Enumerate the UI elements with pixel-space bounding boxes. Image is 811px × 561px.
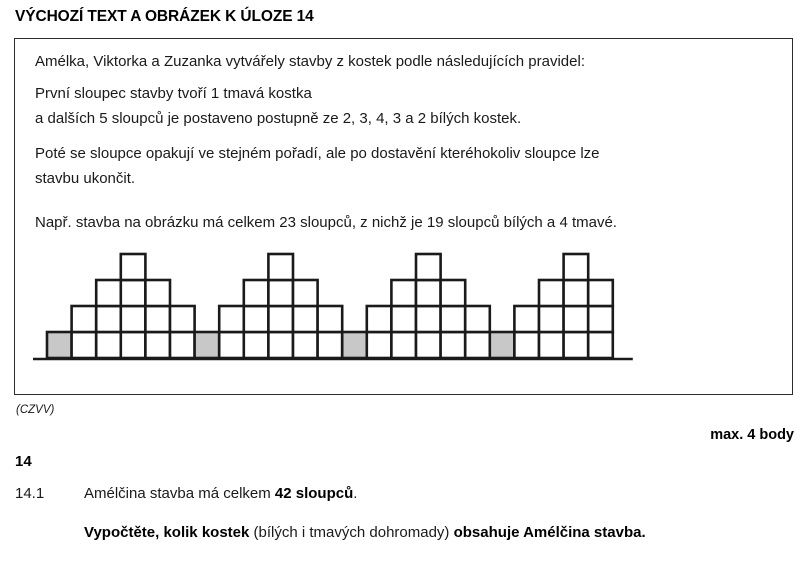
block-cube — [219, 306, 244, 332]
block-cube — [121, 280, 146, 306]
block-cube — [72, 332, 97, 358]
block-cube — [244, 332, 269, 358]
subquestion-statement-prefix: Amélčina stavba má celkem — [84, 485, 275, 502]
block-cube — [268, 254, 293, 280]
block-cube — [96, 306, 121, 332]
block-cube — [170, 306, 195, 332]
block-cube — [96, 280, 121, 306]
block-cube — [564, 254, 589, 280]
task-number: 14 — [15, 453, 32, 470]
block-cube — [293, 332, 318, 358]
block-cube — [490, 332, 515, 358]
block-cube — [72, 306, 97, 332]
block-cube — [293, 306, 318, 332]
block-cube — [465, 332, 490, 358]
block-cube — [170, 332, 195, 358]
block-structure-figure — [15, 244, 794, 384]
block-cube — [121, 306, 146, 332]
stimulus-rule-line-3b: stavbu ukončit. — [35, 170, 136, 187]
block-cube — [244, 280, 269, 306]
block-cube — [268, 332, 293, 358]
block-cube — [318, 332, 343, 358]
block-cube — [539, 306, 564, 332]
block-cube — [121, 332, 146, 358]
block-cube — [539, 280, 564, 306]
block-cube — [441, 306, 466, 332]
block-cube — [367, 306, 392, 332]
subquestion-number: 14.1 — [15, 485, 45, 502]
block-cube — [588, 332, 613, 358]
block-cube — [564, 306, 589, 332]
stimulus-rule-line-1: První sloupec stavby tvoří 1 tmavá kostka — [35, 85, 312, 102]
block-cube — [539, 332, 564, 358]
subquestion-instruction — [84, 524, 646, 541]
block-cube — [465, 306, 490, 332]
block-cube — [391, 332, 416, 358]
block-cube — [268, 306, 293, 332]
block-cube — [588, 280, 613, 306]
block-cube — [145, 332, 170, 358]
stimulus-rule-line-2: a dalších 5 sloupců je postaveno postupně ze 2, 3, 4, 3 a 2 bílých kostek. — [35, 110, 522, 127]
block-cube — [416, 280, 441, 306]
block-cube — [219, 332, 244, 358]
subquestion-statement-suffix: . — [353, 485, 358, 502]
subquestion-instruction-bold-2: obsahuje Amélčina stavba. — [453, 524, 646, 541]
block-cube — [391, 280, 416, 306]
block-cube — [564, 332, 589, 358]
block-cube — [96, 332, 121, 358]
stimulus-box — [14, 38, 793, 395]
block-cube — [367, 332, 392, 358]
block-cube — [588, 306, 613, 332]
page-title: VÝCHOZÍ TEXT A OBRÁZEK K ÚLOZE 14 — [15, 8, 314, 25]
block-cube — [195, 332, 220, 358]
max-points-label: max. 4 body — [710, 427, 794, 443]
block-cube — [145, 306, 170, 332]
block-cube — [121, 254, 146, 280]
block-cube — [441, 280, 466, 306]
block-cube — [441, 332, 466, 358]
stimulus-example-text: Např. stavba na obrázku má celkem 23 sloupců, z nichž je 19 sloupců bílých a 4 tmavé. — [35, 214, 617, 231]
block-cube — [416, 306, 441, 332]
block-cube — [244, 306, 269, 332]
block-cube — [416, 332, 441, 358]
block-structure-svg — [33, 244, 635, 372]
block-cube — [318, 306, 343, 332]
block-cube — [416, 254, 441, 280]
source-attribution: (CZVV) — [16, 404, 55, 416]
subquestion-instruction-plain: (bílých i tmavých dohromady) — [249, 524, 454, 541]
block-cube — [145, 280, 170, 306]
subquestion-statement-highlight: 42 sloupců — [274, 485, 354, 502]
subquestion-instruction-bold-1: Vypočtěte, kolik kostek — [84, 524, 250, 541]
block-cube — [342, 332, 367, 358]
block-cube — [293, 280, 318, 306]
stimulus-intro-text: Amélka, Viktorka a Zuzanka vytvářely stavby z kostek podle následujících pravidel: — [35, 53, 585, 70]
block-cube — [47, 332, 72, 358]
block-cube — [268, 280, 293, 306]
block-cube — [514, 332, 539, 358]
block-cube — [514, 306, 539, 332]
subquestion-statement — [84, 485, 357, 502]
block-cube — [564, 280, 589, 306]
block-cube — [391, 306, 416, 332]
stimulus-rule-line-3a: Poté se sloupce opakují ve stejném pořadí, ale po dostavění kteréhokoliv sloupce lze — [35, 145, 600, 162]
